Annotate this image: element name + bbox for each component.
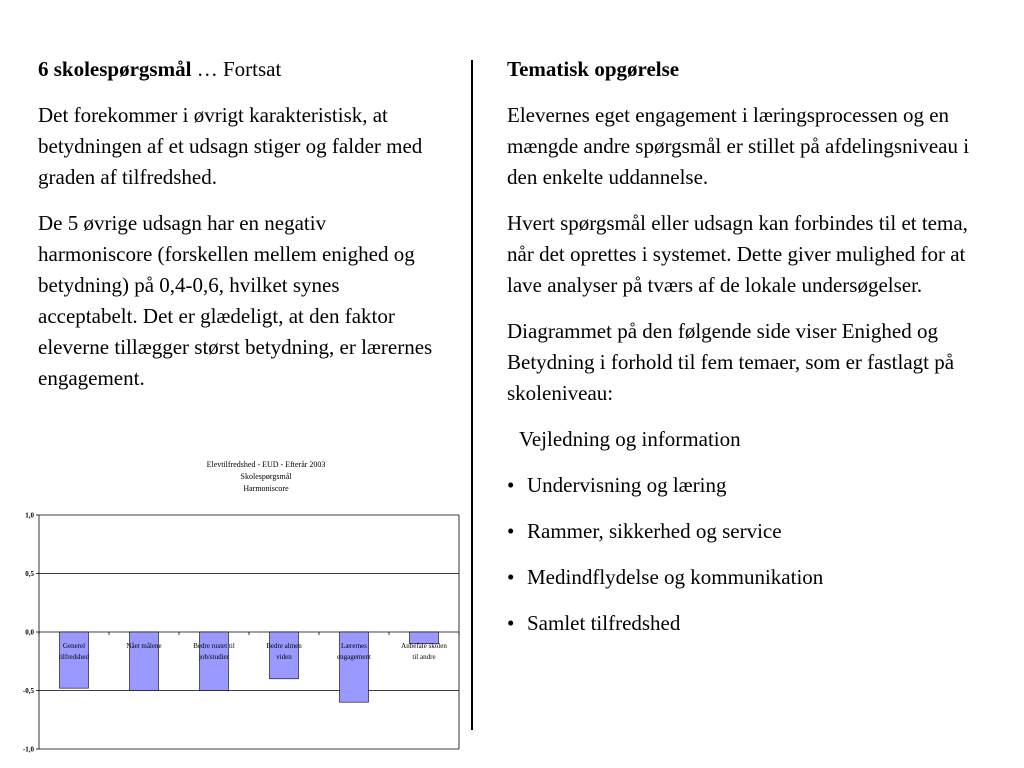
category-label: til andre (412, 653, 436, 661)
category-label: job/studier (199, 653, 229, 661)
y-tick-label: 1,0 (25, 511, 34, 520)
theme-item: Vejledning og information (519, 427, 741, 451)
left-heading (38, 54, 433, 85)
category-label: Bedre rustet til (193, 642, 235, 650)
category-label: Lærernes (340, 642, 368, 650)
category-label: viden (276, 653, 292, 661)
bullet-icon: • (507, 519, 515, 543)
category-label: Bedre almen (266, 642, 302, 650)
left-column (38, 54, 433, 409)
left-paragraph-1: Det forekommer i øvrigt karakteristisk, at betydningen af et udsagn stiger og falder med graden af tilfredshed. (38, 103, 423, 189)
theme-item: • Rammer, sikkerhed og service (507, 516, 977, 547)
left-heading-rest: … Fortsat (191, 57, 282, 81)
right-paragraph-1: Elevernes eget engagement i læringsprocessen og en mængde andre spørgsmål er stillet på afdelingsniveau i den enkelte uddannelse. (507, 103, 970, 189)
bullet-icon: • (507, 565, 515, 589)
right-paragraph-2: Hvert spørgsmål eller udsagn kan forbindes til et tema, når det oprettes i systemet. Dette giver mulighed for at lave analyser på tværs af de lokale undersøgelser. (507, 211, 968, 297)
category-label: Anbefale skolen (401, 642, 447, 650)
category-label: Nået målene (126, 642, 162, 650)
y-tick-label: -1,0 (22, 745, 34, 754)
right-paragraph-3: Diagrammet på den følgende side viser Enighed og Betydning i forhold til fem temaer, som er fastlagt på skoleniveau: (507, 319, 955, 405)
theme-item: • Medindflydelse og kommunikation (507, 562, 977, 593)
category-label: Generel (62, 642, 86, 650)
right-heading: Tematisk opgørelse (507, 57, 680, 81)
bar (200, 632, 229, 691)
harmony-score-chart (10, 452, 465, 758)
right-column (507, 54, 977, 654)
theme-list (507, 424, 977, 639)
y-tick-label: 0,0 (25, 628, 34, 637)
theme-item: • Samlet tilfredshed (507, 608, 977, 639)
category-label: engagement (337, 653, 371, 661)
chart-title-line-1: Elevtilfredshed - EUD - Efterår 2003 (206, 460, 326, 469)
y-tick-label: -0,5 (22, 687, 34, 695)
column-divider (471, 60, 473, 730)
bullet-icon: • (507, 473, 515, 497)
left-heading-bold: 6 skolespørgsmål (38, 57, 192, 81)
y-tick-label: 0,5 (25, 570, 34, 578)
theme-item: • Undervisning og læring (507, 470, 977, 501)
bar (130, 632, 159, 691)
category-label: tilfredshed (59, 653, 89, 661)
bullet-icon: • (507, 611, 515, 635)
chart-plot-area (23, 512, 459, 754)
chart-title-line-3: Harmoniscore (243, 484, 289, 493)
chart-title-line-2: Skolespørgsmål (240, 472, 292, 481)
left-paragraph-2: De 5 øvrige udsagn har en negativ harmoniscore (forskellen mellem enighed og betydning) på 0,4-0,6, hvilket synes acceptabelt. Det er glædeligt, at den faktor eleverne tillægger størst betydning, er lærernes engagement. (38, 211, 433, 390)
